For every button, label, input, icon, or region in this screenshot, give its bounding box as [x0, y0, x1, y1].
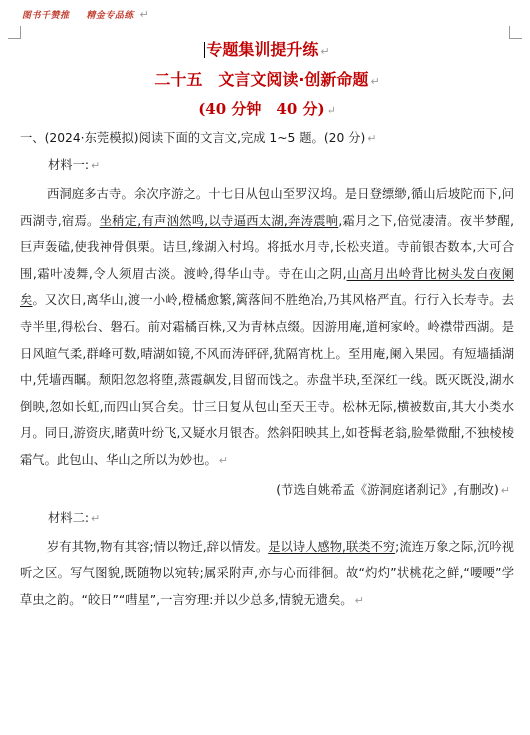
text-segment: 。又次日,离华山,渡一小岭,橙橘愈繁,篱落间不胜绝冶,乃其风格严直。行行入长寿寺。去寺半里,得松台、磐石。前对霜橘百株,又为青林点缀。因游用庵,道柯家岭。岭襟带西湖。是日风暄气柔,群峰可数,晴湖如镜,不风而涛砰砰,犹隔宵枕上。至用庵,阑入果园。有短墙插湖中,凭墙西瞩。颓阳忽忽将堕,蒸霞飙发,目留而饯之。赤盘半玦,至深红一线。既灭既没,湖水倒映,忽如长虹,而四山冥合矣。廿三日复从包山至天王寺。松林无际,横被数亩,其大小类水月。同日,游资庆,睹黄叶纷飞,又疑水月银杏。然斜阳映其上,如苍髯老翁,脸晕微酣,不独棱棱霜气。此包山、华山之所以为妙也。	[20, 293, 514, 467]
time-score: (40 分钟 40 分) ↵	[198, 100, 336, 118]
header-banner	[22, 8, 149, 21]
underlined-segment: 是以诗人感物,联类不穷	[268, 539, 396, 554]
material1-source: (节选自姚希孟《游洞庭诸刹记》,有删改) ↵	[276, 482, 510, 497]
text-segment: 西洞庭多古寺。余次序游之。十七日从包山至罗汉坞。是日登缥缈,循山后坡陀而下,问西湖寺,宿焉。	[20, 187, 514, 228]
question-intro: 一、(2024·东莞模拟)阅读下面的文言文,完成 1~5 题。(20 分) ↵	[20, 131, 377, 145]
text-segment: 岁有其物,物有其容;情以物迁,辞以情发。	[47, 539, 269, 554]
material1-label: 材料一: ↵	[48, 158, 101, 172]
material2-text: 岁有其物,物有其容;情以物迁,辞以情发。是以诗人感物,联类不穷;流连万象之际,沉吟视听之区。写气图貌,既随物以宛转;属采附声,亦与心而徘徊。故“灼灼”状桃花之鲜,“喓喓”学草虫之韵。“皎日”“嘒星”,一言穷理:并以少总多,情貌无遗矣。 ↵	[20, 539, 514, 607]
underlined-segment: 坐稍定,有声汹然鸣,以寺逼西太湖,奔涛震响	[99, 213, 339, 228]
doc-title: 专题集训提升练 ↵	[206, 40, 330, 59]
text-segment: ;流连万象之际,沉吟视听之区。写气图貌,既随物以宛转;属采附声,亦与心而徘徊。故“灼灼”状桃花之鲜,“喓喓”学草虫之韵。“皎日”“嘒星”,一言穷理:并以少总多,情貌无遗矣。	[20, 539, 514, 607]
material1-text: 西洞庭多古寺。余次序游之。十七日从包山至罗汉坞。是日登缥缈,循山后坡陀而下,问西湖寺,宿焉。坐稍定,有声汹然鸣,以寺逼西太湖,奔涛震响,霜月之下,倍觉凄清。夜半梦醒,巨声轰磕,使我神骨俱栗。诘旦,缘湖入村坞。将抵水月寺,长松夹道。寺前银杏数本,大可合围,霜叶凌舞,令人须眉古淡。渡岭,得华山寺。寺在山之阴,山高月出岭背比树头发白夜阑矣。又次日,离华山,渡一小岭,橙橘愈繁,篱落间不胜绝冶,乃其风格严直。行行入长寿寺。去寺半里,得松台、磐石。前对霜橘百株,又为青林点缀。因游用庵,道柯家岭。岭襟带西湖。是日风暄气柔,群峰可数,晴湖如镜,不风而涛砰砰,犹隔宵枕上。至用庵,阑入果园。有短墙插湖中,凭墙西瞩。颓阳忽忽将堕,蒸霞飙发,目留而饯之。赤盘半玦,至深红一线。既灭既没,湖水倒映,忽如长虹,而四山冥合矣。廿三日复从包山至天王寺。松林无际,横被数亩,其大小类水月。同日,游资庆,睹黄叶纷飞,又疑水月银杏。然斜阳映其上,如苍髯老翁,脸晕微酣,不独棱棱霜气。此包山、华山之所以为妙也。 ↵	[20, 187, 514, 467]
header-banner-left: 图书千赞推	[22, 11, 70, 21]
header-banner-right: 精金专品练	[86, 11, 134, 21]
doc-subtitle: 二十五 文言文阅读·创新命题 ↵	[154, 70, 380, 89]
text-segment: ,霜月之下,倍觉凄清。夜半梦醒,巨声轰磕,使我神骨俱栗。诘旦,缘湖入村坞。将抵水月寺,长松夹道。寺前银杏数本,大可合围,霜叶凌舞,令人须眉古淡。渡岭,得华山寺。寺在山之阴,	[20, 213, 514, 281]
material2-label: 材料二: ↵	[48, 510, 101, 525]
paragraph-mark: ↵	[139, 8, 150, 21]
underlined-segment: 山高月出岭背比树头发白夜阑矣	[20, 266, 514, 308]
document-body	[20, 36, 514, 614]
